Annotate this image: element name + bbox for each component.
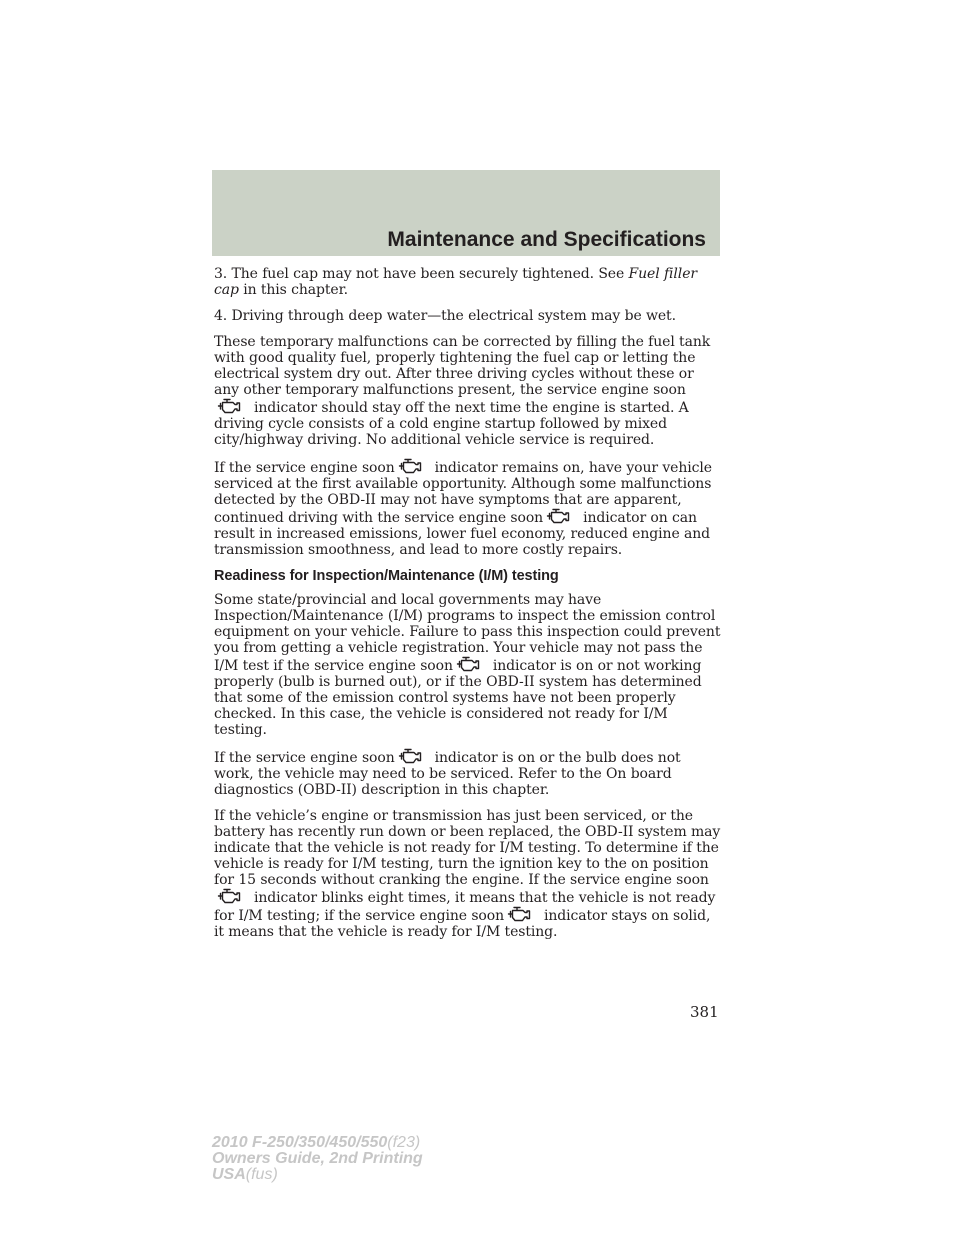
text: 4. Driving through deep water—the electrical system may be wet. — [214, 308, 676, 324]
check-engine-icon — [217, 398, 241, 414]
text: indicator is on or the bulb does not work, the vehicle may need to be serviced. Refer to the On board diagnostics (OBD-II) description in this chapter. — [214, 750, 681, 798]
text: If the vehicle’s engine or transmission has just been serviced, or the battery has recently run down or been replaced, the OBD-II system may indicate that the vehicle is not ready for I/M testing. To determine if the vehicle is ready for I/M testing, turn the ignition key to the on position for 15 seconds without cranking the engine. If the service engine soon — [214, 808, 721, 888]
fuel-filler-cap-reference: Fuel filler cap — [214, 266, 697, 298]
section-heading: Readiness for Inspection/Maintenance (I/M) testing — [214, 568, 559, 584]
paragraph — [214, 266, 722, 298]
text: If the service engine soon — [214, 460, 395, 476]
text: indicator is on or not working properly (bulb is burned out), or if the OBD-II system has determined that some of the emission control systems have not been properly checked. In this case, the vehicle is considered not ready for I/M testing. — [214, 658, 702, 738]
paragraph — [214, 334, 722, 448]
footer-market: USA — [212, 1166, 246, 1183]
text: 3. The fuel cap may not have been securely tightened. See — [214, 266, 629, 282]
footer-model-line — [212, 1135, 423, 1151]
text: indicator blinks eight times, it means that the vehicle is not ready for I/M testing; if the service engine soon — [214, 890, 716, 924]
text: indicator remains on, have your vehicle serviced at the first available opportunity. Although some malfunctions detected by the OBD-II may not have symptoms that are apparent, continued driving with the service engine soon — [214, 460, 712, 526]
check-engine-icon — [217, 888, 241, 904]
content — [214, 266, 722, 950]
paragraph — [214, 592, 722, 738]
text: indicator stays on solid, it means that the vehicle is ready for I/M testing. — [214, 908, 711, 940]
footer — [212, 1135, 423, 1183]
check-engine-icon — [398, 748, 422, 764]
text: in this chapter. — [238, 282, 348, 298]
footer-guide: Owners Guide, 2nd Printing — [212, 1150, 423, 1167]
paragraph — [214, 308, 722, 324]
footer-market-code: (fus) — [245, 1166, 278, 1183]
text: indicator on can result in increased emissions, lower fuel economy, reduced engine and transmission smoothness, and lead to more costly repairs. — [214, 510, 711, 558]
text: Some state/provincial and local governments may have Inspection/Maintenance (I/M) programs to inspect the emission control equipment on your vehicle. Failure to pass this inspection could prevent you from getting a vehicle registration. Your vehicle may not pass the I/M test if the service engine soon — [214, 592, 721, 674]
footer-model-code: (f23) — [387, 1134, 421, 1151]
paragraph — [214, 808, 722, 940]
paragraph — [214, 458, 722, 558]
check-engine-icon — [507, 906, 531, 922]
paragraph — [214, 748, 722, 798]
text: These temporary malfunctions can be corrected by filling the fuel tank with good quality fuel, properly tightening the fuel cap or letting the electrical system dry out. After three driving cycles without these or any other temporary malfunctions present, the service engine soon — [214, 334, 711, 398]
text: If the service engine soon — [214, 750, 395, 766]
check-engine-icon — [398, 458, 422, 474]
page-number: 381 — [690, 1003, 719, 1021]
text: indicator should stay off the next time the engine is started. A driving cycle consists of a cold engine startup followed by mixed city/highway driving. No additional vehicle service is required. — [214, 400, 689, 448]
check-engine-icon — [456, 656, 480, 672]
footer-model: 2010 F-250/350/450/550 — [212, 1134, 388, 1151]
footer-market-line — [212, 1167, 423, 1183]
check-engine-icon — [546, 508, 570, 524]
header-band — [212, 170, 720, 256]
page-title: Maintenance and Specifications — [387, 228, 706, 251]
